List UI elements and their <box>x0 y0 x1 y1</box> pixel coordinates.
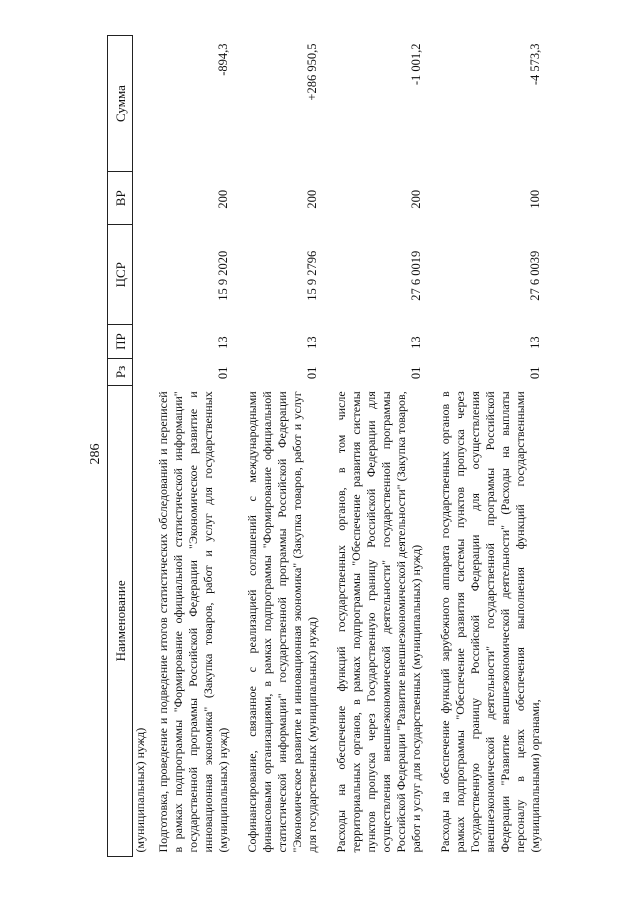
row-rz <box>133 359 153 386</box>
header-pr: ПР <box>108 325 133 359</box>
row-csr: 27 6 0019 <box>409 250 423 301</box>
row-csr: 27 6 0039 <box>528 250 542 301</box>
row-name: Расходы на обеспечение функций зарубежного аппарата государственных органов в рамках подпрограммы "Обеспечение развития системы пунктов пропуска через Государственную границу Российской Федерации для осуществления внешнеэкономической деятельности" государственной программы Российской Федерации "Развитие внешнеэкономической деятельности" (Расходы на выплаты персоналу в целях обеспечения выполнения функций государственными (муниципальными) органами, <box>438 391 542 853</box>
row-csr: 15 9 2020 <box>216 250 230 301</box>
header-csr: ЦСР <box>108 225 133 325</box>
row-vr: 200 <box>409 189 423 209</box>
row-vr: 200 <box>305 189 319 209</box>
row-name: Расходы на обеспечение функций государственных органов, в том числе территориальных органов, в рамках подпрограммы "Обеспечение развития системы пунктов пропуска через Государственную границу Российской Федерации для осуществления внешнеэкономической деятельности" государственной программы Российской Федерации "Развитие внешнеэкономической деятельности" (Закупка товаров, работ и услуг для государственных (муниципальных) нужд) <box>334 391 423 853</box>
header-sum: Сумма <box>108 36 133 172</box>
table-row <box>434 36 553 857</box>
table-row <box>241 36 330 857</box>
row-name: (муниципальных) нужд) <box>133 727 147 853</box>
row-name: Подготовка, проведение и подведение итогов статистических обследований и переписей в рамках подпрограммы "Формирование официальной статистической информации" государственной программы Российской Федерации "Экономическое развитие и инновационная экономика" (Закупка товаров, работ и услуг для государственных (муниципальных) нужд) <box>156 391 230 853</box>
row-pr: 13 <box>216 336 230 349</box>
row-pr <box>133 325 153 359</box>
row-rz: 01 <box>409 366 423 380</box>
header-name: Наименование <box>108 385 133 856</box>
row-csr <box>133 225 153 325</box>
page-number: 286 <box>88 443 103 465</box>
table-row <box>330 36 434 857</box>
row-rz: 01 <box>528 366 542 380</box>
table-row <box>133 36 153 857</box>
row-sum <box>133 36 153 172</box>
header-rz: Рз <box>108 359 133 386</box>
row-rz: 01 <box>305 366 319 380</box>
row-sum: -1 001,2 <box>409 43 423 86</box>
table-header-row <box>108 36 133 857</box>
row-pr: 13 <box>528 336 542 349</box>
row-vr: 200 <box>216 189 230 209</box>
table-row <box>152 36 241 857</box>
row-pr: 13 <box>409 336 423 349</box>
header-vr: ВР <box>108 172 133 225</box>
row-sum: -4 573,3 <box>528 43 542 86</box>
row-rz: 01 <box>216 366 230 380</box>
row-vr: 100 <box>528 189 542 209</box>
row-csr: 15 9 2796 <box>305 250 319 301</box>
row-sum: -894,3 <box>216 43 230 76</box>
row-vr <box>133 172 153 225</box>
row-name: Софинансирование, связанное с реализацией соглашений с международными финансовыми организациями, в рамках подпрограммы "Формирование официальной статистической информации" государственной программы Российской Федерации "Экономическое развитие и инновационная экономика" (Закупка товаров, работ и услуг для государственных (муниципальных) нужд) <box>245 391 319 853</box>
row-sum: +286 950,5 <box>305 43 319 101</box>
budget-table <box>107 35 553 857</box>
row-pr: 13 <box>305 336 319 349</box>
